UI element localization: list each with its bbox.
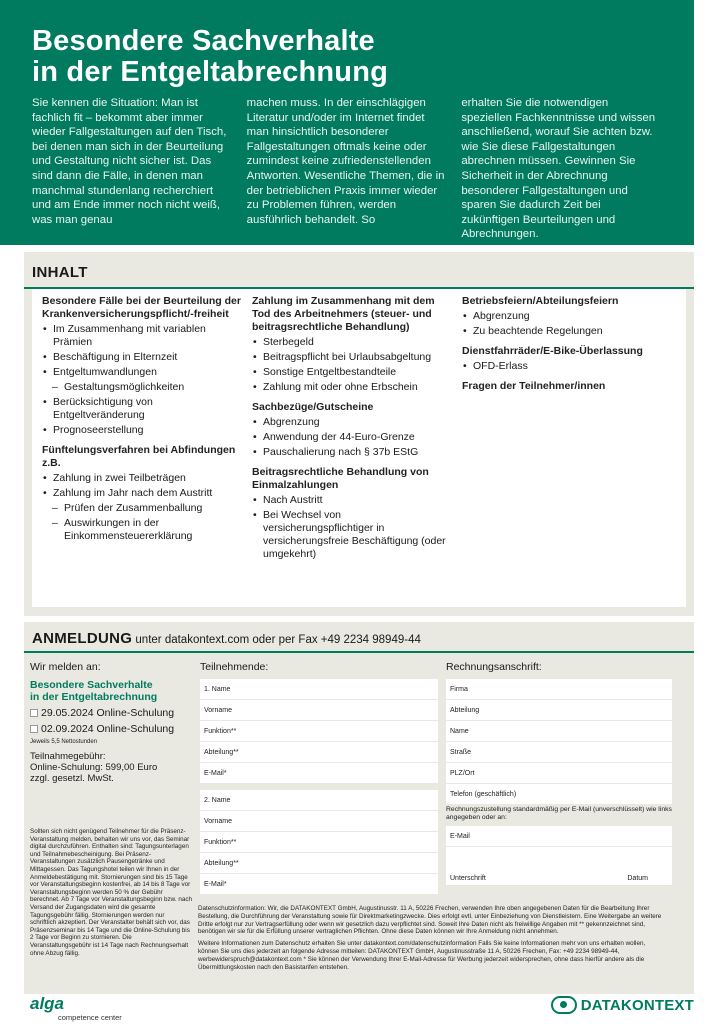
course-title-line-1: Besondere Sachverhalte	[30, 679, 153, 691]
date-label: 29.05.2024 Online-Schulung	[41, 707, 175, 719]
duration-note: Jeweils 5,5 Nettostunden	[30, 739, 98, 745]
list-item: • Beitragspflicht bei Urlaubsabgeltung	[252, 351, 454, 364]
date-label: 02.09.2024 Online-Schulung	[41, 723, 175, 735]
department-field[interactable]: Abteilung	[446, 700, 672, 720]
list-item: • Zu beachtende Regelungen	[462, 325, 664, 338]
registration-heading: ANMELDUNG	[32, 630, 133, 647]
course-label: Wir melden an:	[30, 661, 101, 673]
topic-heading: Beitragsrechtliche Behandlung von Einmalzahlungen	[252, 466, 429, 491]
sub-list-item: – Prüfen der Zusammenballung	[42, 502, 244, 515]
topic-heading: Fragen der Teilnehmer/innen	[462, 380, 606, 392]
topic-heading: Besondere Fälle bei der Beurteilung der Krankenversicherungspflicht/-freiheit	[42, 295, 241, 320]
fee-value: Online-Schulung: 599,00 Euro	[30, 762, 158, 773]
intro-text	[32, 96, 662, 242]
participant2-department-field[interactable]: Abteilung**	[200, 853, 438, 873]
participants-label: Teilnehmende:	[200, 661, 269, 673]
list-item: • Pauschalierung nach § 37b EStG	[252, 446, 454, 459]
alga-subtitle: competence center	[58, 1013, 122, 1022]
alga-logo	[30, 994, 122, 1022]
topic-heading: Dienstfahrräder/E-Bike-Überlassung	[462, 345, 643, 357]
list-item: • Prognoseerstellung	[42, 424, 244, 437]
course-title	[30, 679, 192, 703]
list-item: • Sonstige Entgeltbestandteile	[252, 366, 454, 379]
topic-heading: Betriebsfeiern/Abteilungsfeiern	[462, 295, 619, 307]
sub-list-item: – Gestaltungsmöglichkeiten	[42, 381, 244, 394]
content-column-2	[248, 295, 458, 607]
participant1-email-field[interactable]: E-Mail*	[200, 763, 438, 783]
topic-heading: Fünftelungsverfahren bei Abfindungen z.B.	[42, 444, 236, 469]
billing-email-field[interactable]: E-Mail	[446, 826, 672, 846]
privacy-paragraph-2: Weitere Informationen zum Datenschutz erhalten Sie unter datakontext.com/datenschutzinformation Falls Sie keine Informationen mehr von uns erhalten wollen, können Sie uns dies jederzeit an folgende Adresse mitteilen: DATAKONTEXT GmbH, Augustinusstraße 11 A, 50226 Frechen, Fax: +49 2234 98949-44, werbewiderspruch@datakontext.com * Sie können der Verwendung Ihrer E-Mail-Adresse für Werbung jederzeit widersprechen, ohne dass hierfür andere als die Übermittlungskosten nach den Basistarifen entstehen.	[198, 940, 646, 971]
date-option-1[interactable]	[30, 707, 192, 719]
participant2-firstname-field[interactable]: Vorname	[200, 811, 438, 831]
list-item: • Nach Austritt	[252, 494, 454, 507]
participant1-name-field[interactable]: 1. Name	[200, 679, 438, 699]
list-item: • Sterbegeld	[252, 336, 454, 349]
course-title-line-2: in der Entgeltabrechnung	[30, 691, 158, 703]
signature-label: Unterschrift	[450, 875, 486, 882]
registration-header	[24, 622, 694, 653]
street-field[interactable]: Straße	[446, 742, 672, 762]
intro-column-1: Sie kennen die Situation: Man ist fachlich fit – bekommt aber immer wieder Fallgestaltungen auf den Tisch, bei denen man sich in der Beurteilung und Gestaltung nicht sicher ist. Das sind dann die Fälle, in denen man manchmal stundenlang recherchiert und am Ende immer noch nicht weiß, was man genau	[32, 97, 227, 226]
list-item: • Abgrenzung	[462, 310, 664, 323]
alga-wordmark: alga	[30, 994, 65, 1013]
participant2-email-field[interactable]: E-Mail*	[200, 874, 438, 894]
page-title	[32, 26, 662, 88]
date-field-label: Datum	[627, 875, 648, 882]
topic-heading: Zahlung im Zusammenhang mit dem Tod des Arbeitnehmers (steuer- und beitragsrechtliche Behandlung)	[252, 295, 435, 333]
registration-subheading: unter datakontext.com oder per Fax +49 2234 98949-44	[135, 634, 421, 646]
list-item: • OFD-Erlass	[462, 360, 664, 373]
hero-banner	[0, 0, 694, 245]
list-item: • Im Zusammenhang mit variablen Prämien	[42, 323, 244, 349]
signature-box[interactable]	[446, 847, 672, 885]
privacy-info	[198, 905, 664, 971]
list-item: • Beschäftigung in Elternzeit	[42, 351, 244, 364]
fee-tax: zzgl. gesetzl. MwSt.	[30, 773, 114, 784]
participant1-firstname-field[interactable]: Vorname	[200, 700, 438, 720]
title-line-1: Besondere Sachverhalte	[32, 25, 375, 57]
content-box	[32, 289, 686, 607]
participant1-department-field[interactable]: Abteilung**	[200, 742, 438, 762]
date-checkbox[interactable]	[30, 725, 38, 733]
topic-heading: Sachbezüge/Gutscheine	[252, 401, 374, 413]
datakontext-wordmark: DATAKONTEXT	[580, 996, 694, 1014]
billing-label: Rechnungsanschrift:	[446, 661, 542, 673]
course-selection	[30, 661, 192, 957]
content-section	[24, 252, 694, 616]
intro-column-2: machen muss. In der einschlägigen Literatur und/oder im Internet findet man hinsichtlich besonderer Fallgestaltungen oftmals keine oder zumindest keine zufriedenstellenden Antworten. Wesentliche Themen, die in der betrieblichen Praxis immer wieder zu Problemen führen, werden ausführlich behandelt. So	[246, 97, 445, 226]
datakontext-logo	[551, 996, 694, 1014]
fee-info	[30, 751, 192, 784]
terms-note: Sollten sich nicht genügend Teilnehmer für die Präsenz-Veranstaltung melden, behalten wir uns vor, das Seminar digital durchzuführen. Enthalten sind: Tagungsunterlagen und Teilnahmebescheinigung. Bei Präsenz-Veranstaltungen zusätzlich Pausengetränke und Mittagessen. Das Tagungshotel teilen wir Ihnen in der Anmeldebestätigung mit. Stornierungen sind bis 15 Tage vor Veranstaltungsbeginn kostenfrei, ab 14 bis 8 Tage vor Veranstaltungsbeginn werden 50 % der Gebühr berechnet. Ab 7 Tage vor Veranstaltungsbeginn bzw. nach Versand der Zugangsdaten wird die gesamte Tagungsgebühr fällig. Stornierungen werden nur schriftlich akzeptiert. Der Veranstalter behält sich vor, das Präsenzseminar bis 14 Tage und die Online-Schulung bis 2 Tage vor Beginn zu stornieren. Die Veranstaltungsgebühr ist 14 Tage nach Rechnungserhalt ohne Abzug fällig.	[30, 828, 192, 957]
phone-field[interactable]: Telefon (geschäftlich)	[446, 784, 672, 804]
list-item: • Berücksichtigung von Entgeltveränderung	[42, 396, 244, 422]
content-column-1	[38, 295, 248, 607]
title-line-2: in der Entgeltabrechnung	[32, 56, 389, 88]
list-item: • Zahlung in zwei Teilbeträgen	[42, 472, 244, 485]
company-field[interactable]: Firma	[446, 679, 672, 699]
date-option-2[interactable]	[30, 723, 192, 735]
zip-city-field[interactable]: PLZ/Ort	[446, 763, 672, 783]
participant2-name-field[interactable]: 2. Name	[200, 790, 438, 810]
date-checkbox[interactable]	[30, 709, 38, 717]
datakontext-icon	[551, 996, 577, 1014]
intro-column-3: erhalten Sie die notwendigen speziellen Fachkenntnisse und wissen anschließend, worauf Sie achten bzw. wie Sie diese Fallgestaltungen abrechnen müssen. Gewinnen Sie Sicherheit in der Abrechnung besonderer Fallgestaltungen und sparen Sie dadurch Zeit bei zukünftigen Beurteilungen und Abrechnungen.	[461, 97, 656, 241]
list-item: • Entgeltumwandlungen	[42, 366, 244, 379]
privacy-paragraph-1: Datenschutzinformation: Wir, die DATAKONTEXT GmbH, Augustinusstr. 11 A, 50226 Frechen, verwenden Ihre oben angegebenen Daten für die Bearbeitung Ihrer Bestellung, die Durchführung der Veranstaltung sowie für Direktmarketingzwecke. Dies erfolgt evtl. unter Einbeziehung von Dienstleistern. Eine Weitergabe an weitere Dritte erfolgt nur zur Vertragserfüllung oder wenn wir gesetzlich dazu verpflichtet sind. Soweit Ihre Daten nicht als freiwillige Angaben mit ** gekennzeichnet sind, benötigen wir sie für die Erfüllung unserer vertraglichen Pflichten. Ohne diese Daten können wir Ihre Anmeldung nicht annehmen.	[198, 905, 662, 936]
content-heading: INHALT	[24, 264, 694, 289]
content-column-3	[458, 295, 668, 607]
list-item: • Abgrenzung	[252, 416, 454, 429]
participant1-function-field[interactable]: Funktion**	[200, 721, 438, 741]
list-item: • Bei Wechsel von versicherungspflichtiger in versicherungsfreie Beschäftigung (oder umgekehrt)	[252, 509, 454, 561]
participant2-function-field[interactable]: Funktion**	[200, 832, 438, 852]
list-item: • Zahlung mit oder ohne Erbschein	[252, 381, 454, 394]
name-field[interactable]: Name	[446, 721, 672, 741]
fee-label: Teilnahmegebühr:	[30, 751, 106, 762]
invoice-note: Rechnungszustellung standardmäßig per E-Mail (unverschlüsselt) wie links angegeben oder an:	[446, 806, 672, 821]
sub-list-item: – Auswirkungen in der Einkommensteuererklärung	[42, 517, 244, 543]
list-item: • Zahlung im Jahr nach dem Austritt	[42, 487, 244, 500]
list-item: • Anwendung der 44-Euro-Grenze	[252, 431, 454, 444]
